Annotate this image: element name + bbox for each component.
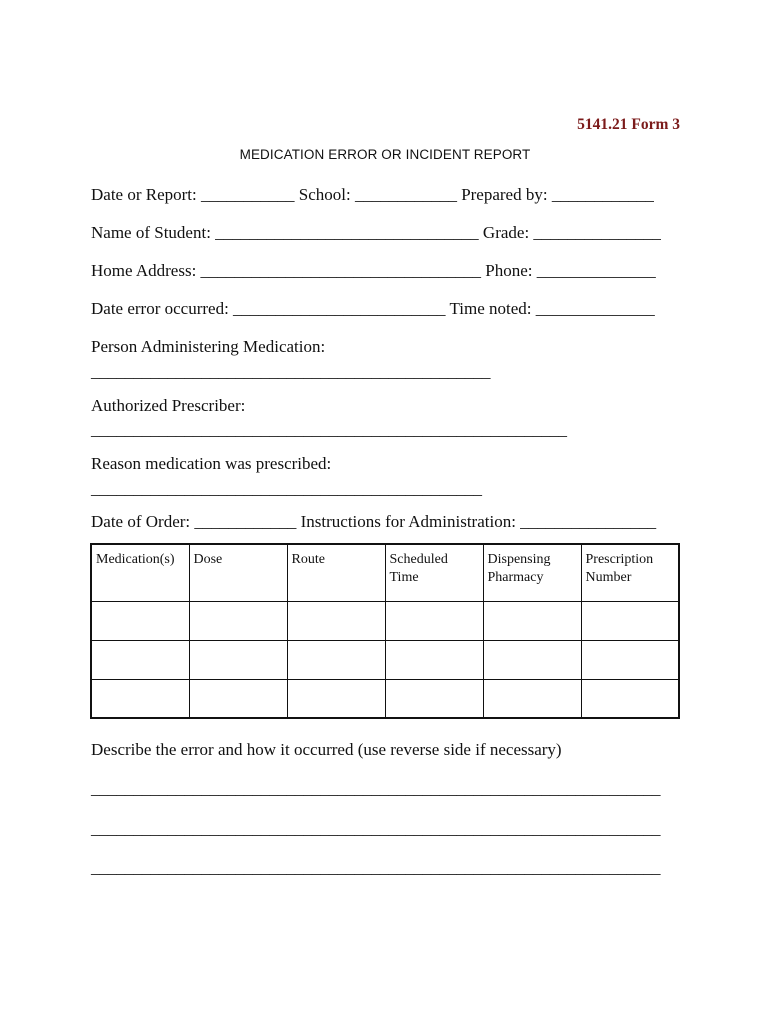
- table-cell[interactable]: [581, 601, 679, 640]
- table-cell[interactable]: [189, 640, 287, 679]
- describe-line-1[interactable]: ___________________________________________________________________: [91, 779, 661, 798]
- header-route: Route: [287, 544, 385, 601]
- form-title: MEDICATION ERROR OR INCIDENT REPORT: [239, 147, 531, 162]
- table-cell[interactable]: [287, 640, 385, 679]
- date-of-order-line[interactable]: Date of Order: ____________ Instructions for Administration: ________________: [91, 512, 657, 531]
- date-error-time-line[interactable]: Date error occurred: _________________________ Time noted: ______________: [91, 299, 655, 318]
- describe-error-label: Describe the error and how it occurred (use reverse side if necessary): [91, 740, 562, 759]
- table-cell[interactable]: [483, 640, 581, 679]
- table-row: [91, 640, 679, 679]
- table-cell[interactable]: [581, 679, 679, 718]
- authorized-prescriber-blank[interactable]: ________________________________________________________: [91, 420, 567, 439]
- person-administering-blank[interactable]: _______________________________________________: [91, 362, 491, 381]
- table-cell[interactable]: [91, 601, 189, 640]
- table-cell[interactable]: [287, 601, 385, 640]
- person-administering-label: Person Administering Medication:: [91, 337, 326, 356]
- header-prescription-number: Prescription Number: [581, 544, 679, 601]
- header-medications: Medication(s): [91, 544, 189, 601]
- medication-table: [90, 543, 680, 719]
- describe-line-2[interactable]: ___________________________________________________________________: [91, 819, 661, 838]
- table-cell[interactable]: [189, 679, 287, 718]
- header-scheduled-time: Scheduled Time: [385, 544, 483, 601]
- date-school-prepared-line[interactable]: Date or Report: ___________ School: ____________ Prepared by: ____________: [91, 185, 654, 204]
- describe-line-3[interactable]: ___________________________________________________________________: [91, 858, 661, 877]
- table-row: [91, 679, 679, 718]
- address-phone-line[interactable]: Home Address: _________________________________ Phone: ______________: [91, 261, 656, 280]
- table-cell[interactable]: [189, 601, 287, 640]
- table-row: [91, 601, 679, 640]
- student-grade-line[interactable]: Name of Student: _______________________________ Grade: _______________: [91, 223, 661, 242]
- form-number: 5141.21 Form 3: [577, 116, 680, 133]
- header-dose: Dose: [189, 544, 287, 601]
- reason-label: Reason medication was prescribed:: [91, 454, 332, 473]
- table-cell[interactable]: [385, 679, 483, 718]
- table-cell[interactable]: [483, 679, 581, 718]
- header-dispensing-pharmacy: Dispensing Pharmacy: [483, 544, 581, 601]
- reason-blank[interactable]: ______________________________________________: [91, 479, 482, 498]
- table-cell[interactable]: [91, 679, 189, 718]
- table-cell[interactable]: [91, 640, 189, 679]
- table-cell[interactable]: [385, 601, 483, 640]
- table-cell[interactable]: [483, 601, 581, 640]
- table-header-row: [91, 544, 679, 601]
- table-cell[interactable]: [287, 679, 385, 718]
- table-cell[interactable]: [385, 640, 483, 679]
- authorized-prescriber-label: Authorized Prescriber:: [91, 396, 246, 415]
- table-cell[interactable]: [581, 640, 679, 679]
